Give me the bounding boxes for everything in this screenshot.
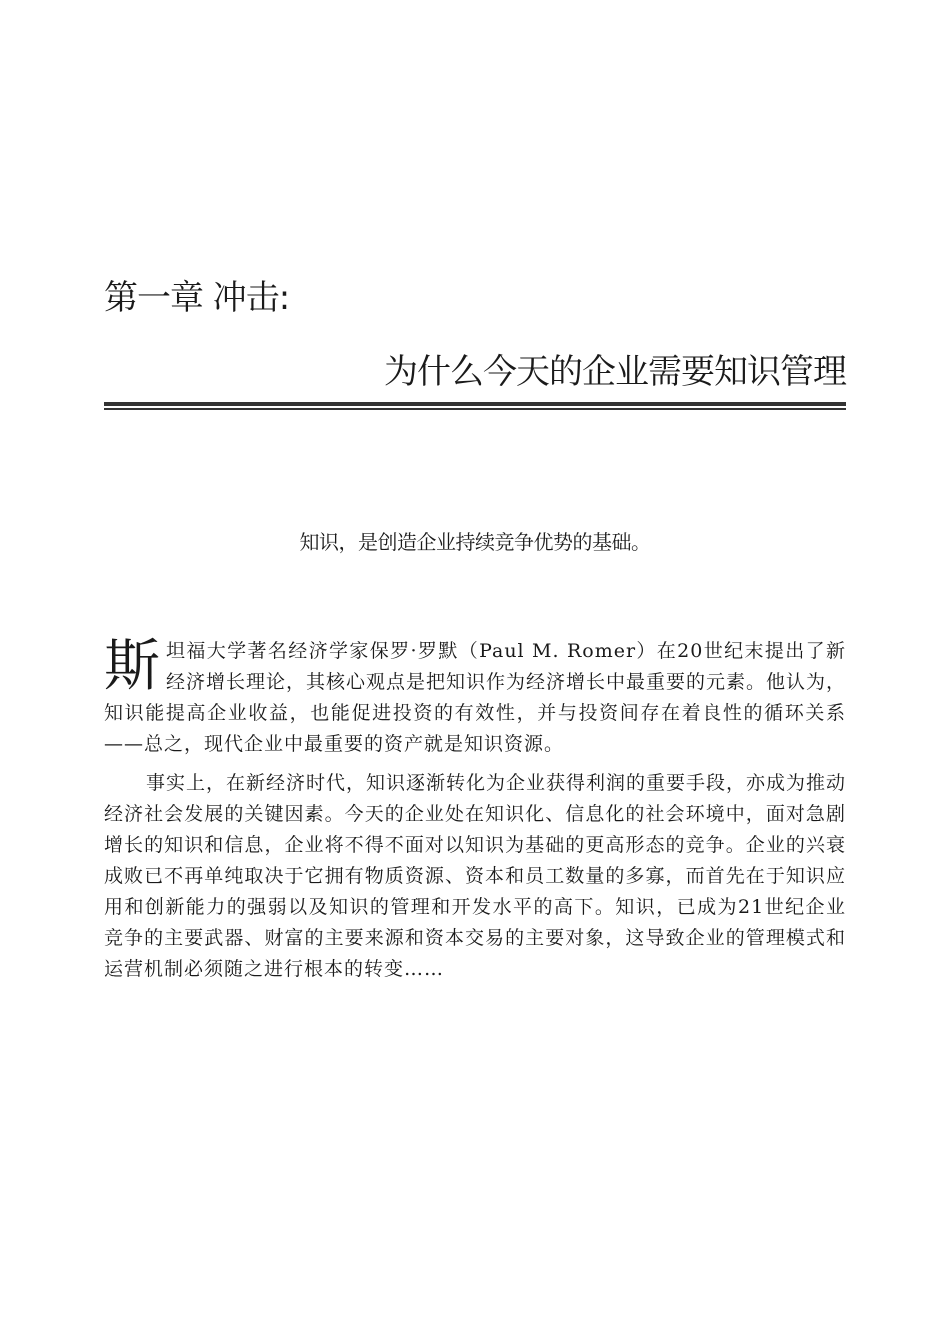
title-rule-thick xyxy=(104,402,846,406)
paragraph-1 xyxy=(104,636,846,760)
drop-cap: 斯 xyxy=(104,634,160,699)
epigraph: 知识，是创造企业持续竞争优势的基础。 xyxy=(299,530,651,554)
paragraph-2: 事实上，在新经济时代，知识逐渐转化为企业获得利润的重要手段，亦成为推动经济社会发展的关键因素。今天的企业处在知识化、信息化的社会环境中，面对急剧增长的知识和信息，企业将不得不面对以知识为基础的更高形态的竞争。企业的兴衰成败已不再单纯取决于它拥有物质资源、资本和员工数量的多寡，而首先在于知识应用和创新能力的强弱以及知识的管理和开发水平的高下。知识，已成为21世纪企业竞争的主要武器、财富的主要来源和资本交易的主要对象，这导致企业的管理模式和运营机制必须随之进行根本的转变…… xyxy=(104,772,847,980)
paragraph-1-text: 坦福大学著名经济学家保罗·罗默（Paul M. Romer）在20世纪末提出了新经济增长理论，其核心观点是把知识作为经济增长中最重要的元素。他认为，知识能提高企业收益，也能促进投资的有效性，并与投资间存在着良性的循环关系——总之，现代企业中最重要的资产就是知识资源。 xyxy=(104,640,847,755)
chapter-title-line1: 第一章 冲击: xyxy=(104,278,290,318)
chapter-title-line2: 为什么今天的企业需要知识管理 xyxy=(384,352,846,392)
title-rule-thin xyxy=(104,408,846,410)
